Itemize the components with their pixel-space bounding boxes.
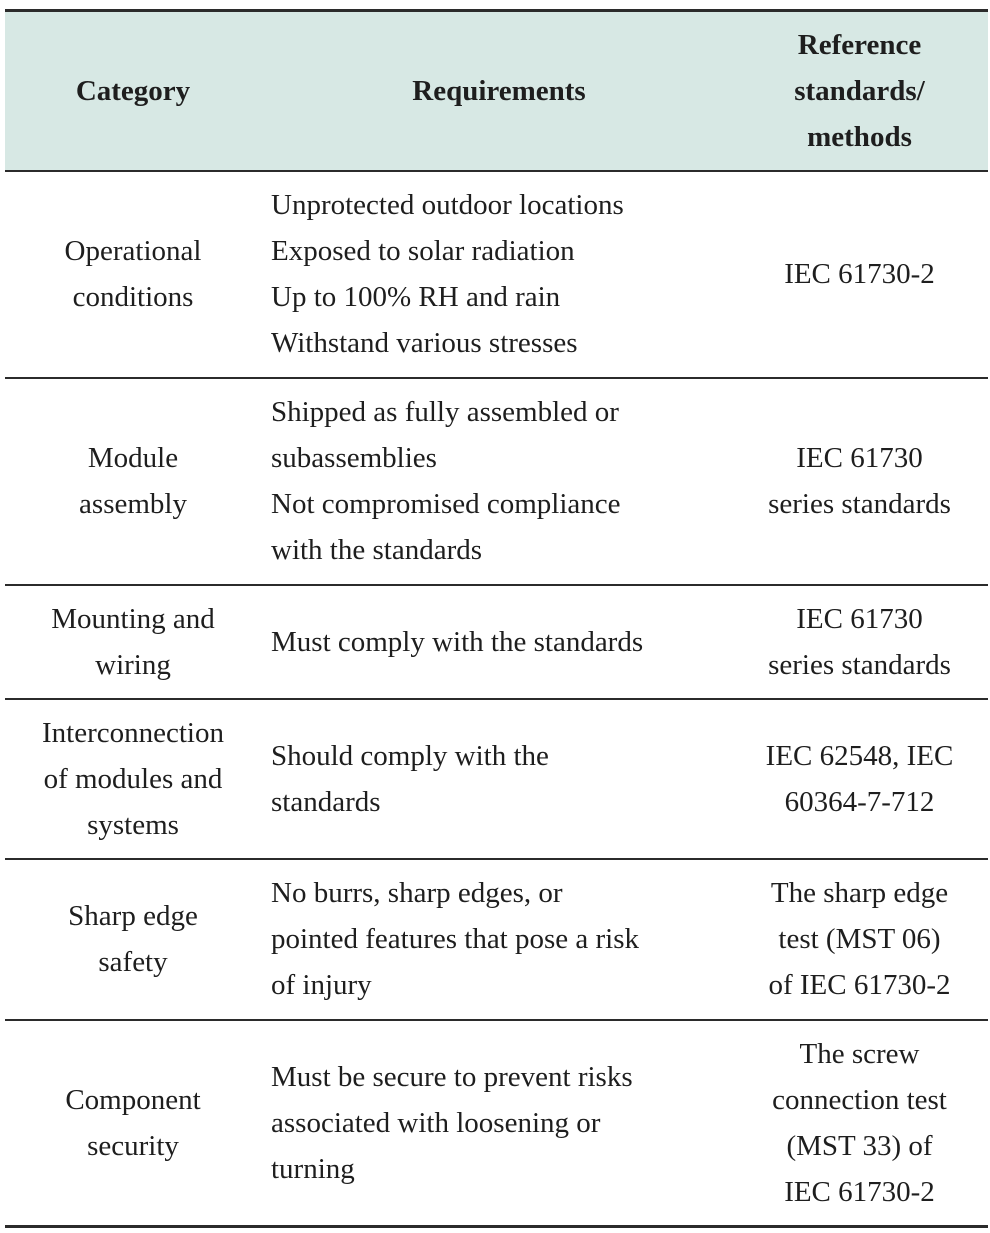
- table-row: [5, 1020, 988, 1227]
- requirements-cell: Shipped as fully assembled or subassemblies Not compromised compliance with the standards: [271, 396, 621, 566]
- header-row: [5, 11, 988, 171]
- reference-cell: IEC 61730 series standards: [768, 442, 951, 520]
- requirements-cell: Must comply with the standards: [271, 625, 644, 658]
- category-cell: Module assembly: [79, 442, 187, 520]
- reference-cell: IEC 62548, IEC 60364-7-712: [765, 739, 954, 818]
- table-row: [5, 585, 988, 699]
- header-requirements: Requirements: [412, 74, 586, 107]
- reference-cell: The sharp edge test (MST 06) of IEC 61730-2: [768, 877, 951, 1001]
- table-row: [5, 859, 988, 1020]
- category-cell: Interconnection of modules and systems: [42, 716, 224, 841]
- table-row: [5, 699, 988, 859]
- category-cell: Mounting and wiring: [51, 602, 215, 681]
- category-cell: Component security: [65, 1083, 201, 1162]
- requirements-cell: Unprotected outdoor locations Exposed to solar radiation Up to 100% RH and rain Withstand various stresses: [271, 189, 624, 359]
- header-reference: Reference standards/ methods: [794, 28, 925, 153]
- requirements-cell: Must be secure to prevent risks associated with loosening or turning: [271, 1060, 633, 1185]
- reference-cell: IEC 61730 series standards: [768, 602, 951, 681]
- requirements-table: [5, 9, 988, 1228]
- reference-cell: The screw connection test (MST 33) of IEC 61730-2: [772, 1037, 947, 1208]
- table-row: [5, 171, 988, 378]
- header-category: Category: [75, 74, 191, 107]
- requirements-cell: No burrs, sharp edges, or pointed features that pose a risk of injury: [271, 877, 640, 1001]
- table-row: [5, 378, 988, 585]
- category-cell: Operational conditions: [64, 235, 202, 313]
- requirements-cell: Should comply with the standards: [271, 739, 549, 818]
- reference-cell: IEC 61730-2: [784, 258, 935, 290]
- category-cell: Sharp edge safety: [68, 900, 198, 978]
